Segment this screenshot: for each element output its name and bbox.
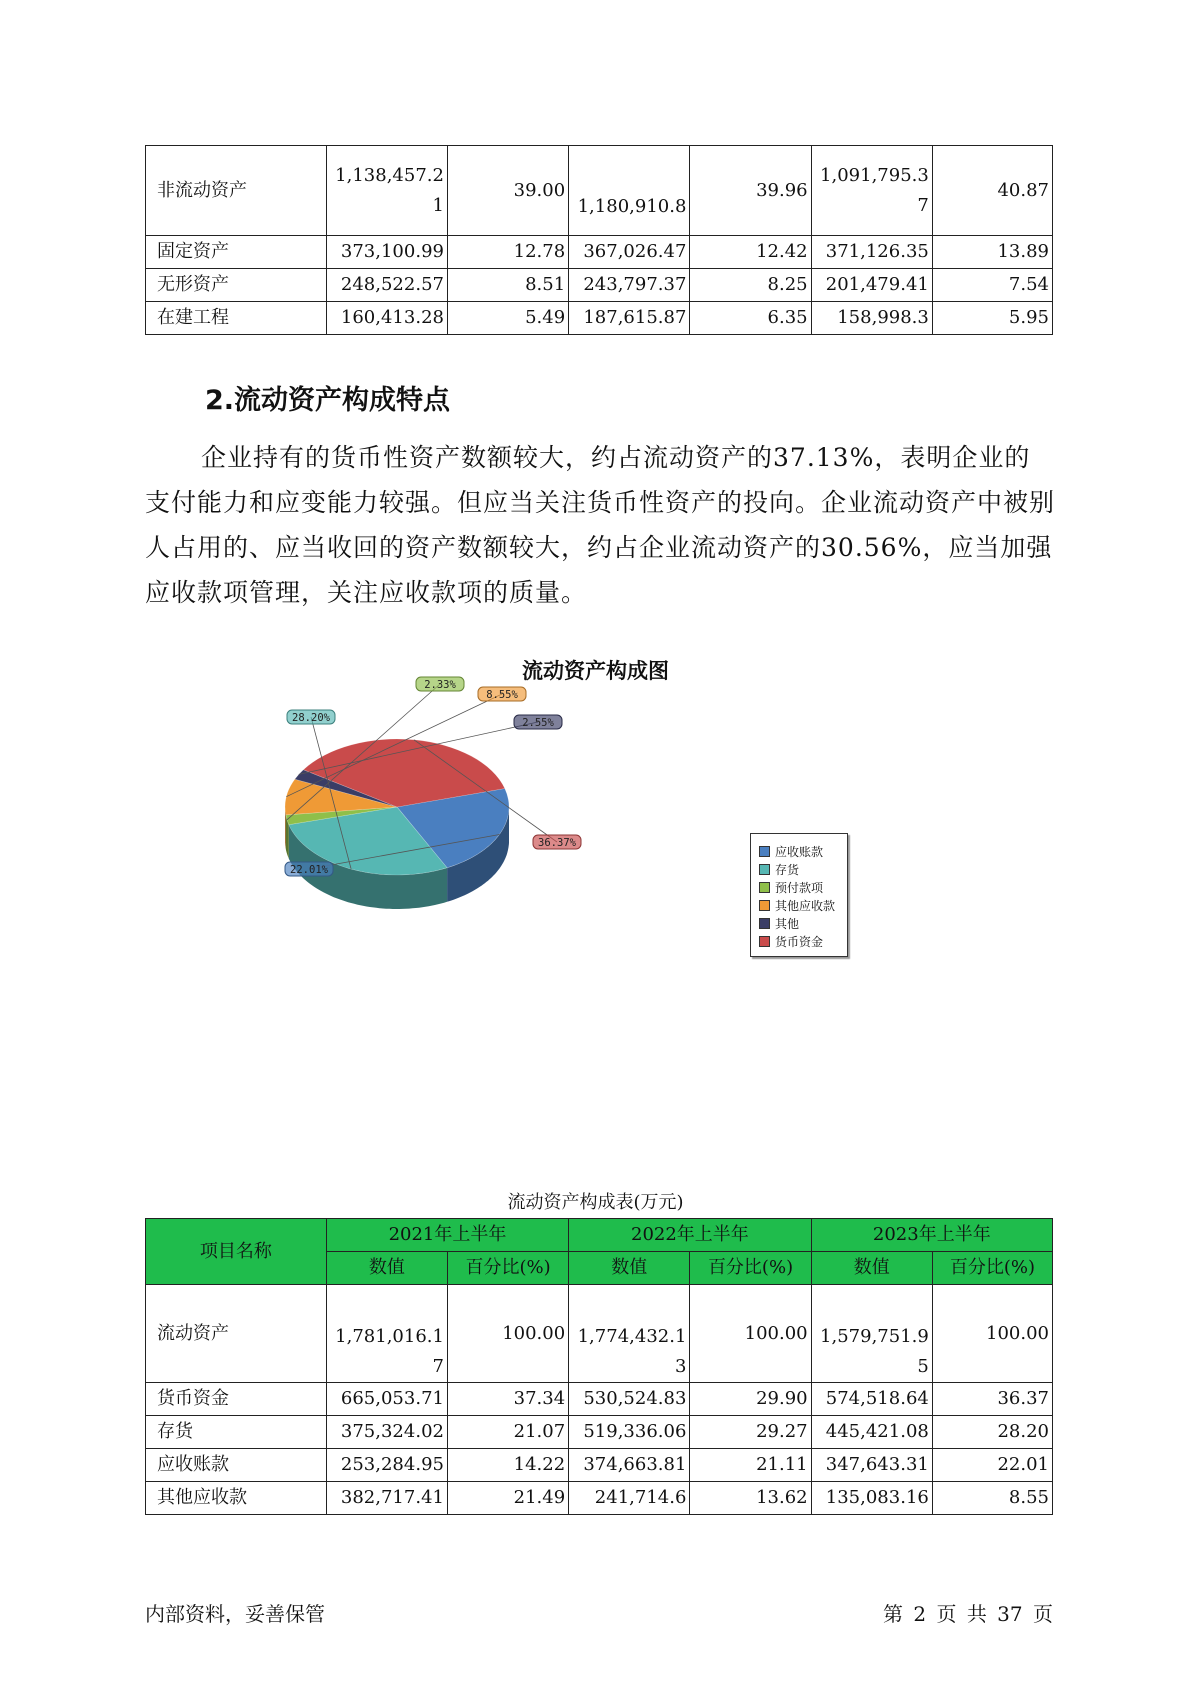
cell-value: 135,083.16 bbox=[811, 1482, 932, 1515]
header-percent: 百分比(%) bbox=[932, 1252, 1052, 1285]
cell-value: 574,518.64 bbox=[811, 1383, 932, 1416]
row-name: 应收账款 bbox=[146, 1449, 327, 1482]
cell-percent: 29.27 bbox=[690, 1416, 811, 1449]
cell-value: 530,524.83 bbox=[569, 1383, 690, 1416]
table-row bbox=[146, 269, 1053, 302]
cell-percent: 100.00 bbox=[690, 1285, 811, 1383]
cell-percent: 13.89 bbox=[932, 236, 1052, 269]
label-text: 36.37% bbox=[538, 837, 576, 849]
cell-value: 347,643.31 bbox=[811, 1449, 932, 1482]
cell-percent: 6.35 bbox=[690, 302, 811, 335]
body-paragraph: 企业持有的货币性资产数额较大，约占流动资产的37.13%，表明企业的支付能力和应变能力较强。但应当关注货币性资产的投向。企业流动资产中被别人占用的、应当收回的资产数额较大，约占企业流动资产的30.56%，应当加强应收款项管理，关注应收款项的质量。 bbox=[145, 443, 1056, 607]
label-text: 2.33% bbox=[424, 679, 456, 691]
legend-swatch bbox=[759, 900, 770, 911]
cell-percent: 5.49 bbox=[447, 302, 568, 335]
cell-value: 519,336.06 bbox=[569, 1416, 690, 1449]
cell-percent: 14.22 bbox=[447, 1449, 568, 1482]
cell-value: 373,100.99 bbox=[326, 236, 447, 269]
legend-item bbox=[759, 914, 847, 932]
cell-percent: 39.96 bbox=[690, 146, 811, 236]
legend-label: 预付款项 bbox=[775, 880, 824, 895]
pie-chart bbox=[260, 679, 620, 945]
legend-swatch bbox=[759, 918, 770, 929]
footer-note: 内部资料，妥善保管 bbox=[145, 1602, 325, 1626]
cell-value: 243,797.37 bbox=[569, 269, 690, 302]
legend-item bbox=[759, 932, 847, 950]
header-percent: 百分比(%) bbox=[690, 1252, 811, 1285]
legend-item bbox=[759, 878, 847, 896]
cell-value: 201,479.41 bbox=[811, 269, 932, 302]
legend-label: 其他应收款 bbox=[775, 898, 836, 913]
header-year: 2021年上半年 bbox=[326, 1219, 568, 1252]
row-name: 货币资金 bbox=[146, 1383, 327, 1416]
non-current-assets-table bbox=[145, 145, 1053, 335]
table-row bbox=[146, 302, 1053, 335]
cell-value: 158,998.3 bbox=[811, 302, 932, 335]
cell-value: 248,522.57 bbox=[326, 269, 447, 302]
table-caption: 流动资产构成表(万元) bbox=[507, 1192, 684, 1213]
table-row bbox=[146, 236, 1053, 269]
row-name: 无形资产 bbox=[146, 269, 327, 302]
cell-value: 1,180,910.8 bbox=[569, 146, 690, 236]
label-text: 2.55% bbox=[522, 717, 554, 729]
cell-percent: 12.78 bbox=[447, 236, 568, 269]
cell-value: 371,126.35 bbox=[811, 236, 932, 269]
legend-swatch bbox=[759, 882, 770, 893]
legend-label: 应收账款 bbox=[775, 844, 824, 859]
row-name: 存货 bbox=[146, 1416, 327, 1449]
cell-value: 187,615.87 bbox=[569, 302, 690, 335]
label-text: 8.55% bbox=[486, 689, 518, 701]
cell-percent: 8.25 bbox=[690, 269, 811, 302]
cell-value: 1,579,751.95 bbox=[811, 1285, 932, 1383]
header-value: 数值 bbox=[569, 1252, 690, 1285]
cell-value: 241,714.6 bbox=[569, 1482, 690, 1515]
cell-percent: 8.51 bbox=[447, 269, 568, 302]
header-value: 数值 bbox=[811, 1252, 932, 1285]
row-name: 非流动资产 bbox=[146, 146, 327, 236]
header-value: 数值 bbox=[326, 1252, 447, 1285]
legend-label: 存货 bbox=[775, 862, 800, 877]
cell-value: 374,663.81 bbox=[569, 1449, 690, 1482]
row-name: 在建工程 bbox=[146, 302, 327, 335]
cell-percent: 21.07 bbox=[447, 1416, 568, 1449]
legend-swatch bbox=[759, 864, 770, 875]
legend-label: 货币资金 bbox=[775, 934, 824, 949]
cell-value: 1,138,457.21 bbox=[326, 146, 447, 236]
table-row bbox=[146, 1416, 1053, 1449]
chart-legend bbox=[750, 833, 848, 957]
cell-percent: 5.95 bbox=[932, 302, 1052, 335]
current-assets-table bbox=[145, 1218, 1053, 1515]
cell-value: 382,717.41 bbox=[326, 1482, 447, 1515]
header-year: 2022年上半年 bbox=[569, 1219, 811, 1252]
row-name: 流动资产 bbox=[146, 1285, 327, 1383]
cell-percent: 22.01 bbox=[932, 1449, 1052, 1482]
header-row bbox=[146, 1219, 1053, 1252]
legend-item bbox=[759, 860, 847, 878]
cell-percent: 21.49 bbox=[447, 1482, 568, 1515]
table-row bbox=[146, 1449, 1053, 1482]
cell-value: 375,324.02 bbox=[326, 1416, 447, 1449]
table-row bbox=[146, 1383, 1053, 1416]
cell-percent: 37.34 bbox=[447, 1383, 568, 1416]
cell-percent: 8.55 bbox=[932, 1482, 1052, 1515]
section-heading: 2.流动资产构成特点 bbox=[205, 385, 451, 416]
header-percent: 百分比(%) bbox=[447, 1252, 568, 1285]
cell-value: 445,421.08 bbox=[811, 1416, 932, 1449]
cell-value: 665,053.71 bbox=[326, 1383, 447, 1416]
row-name: 其他应收款 bbox=[146, 1482, 327, 1515]
cell-percent: 21.11 bbox=[690, 1449, 811, 1482]
table-row bbox=[146, 1285, 1053, 1383]
cell-percent: 40.87 bbox=[932, 146, 1052, 236]
header-year: 2023年上半年 bbox=[811, 1219, 1052, 1252]
cell-value: 1,774,432.13 bbox=[569, 1285, 690, 1383]
legend-swatch bbox=[759, 846, 770, 857]
cell-percent: 7.54 bbox=[932, 269, 1052, 302]
cell-percent: 100.00 bbox=[932, 1285, 1052, 1383]
cell-value: 253,284.95 bbox=[326, 1449, 447, 1482]
label-text: 22.01% bbox=[290, 864, 328, 876]
page-number: 第 2 页 共 37 页 bbox=[883, 1602, 1053, 1626]
cell-percent: 13.62 bbox=[690, 1482, 811, 1515]
table-row bbox=[146, 1482, 1053, 1515]
label-text: 28.20% bbox=[292, 712, 330, 724]
legend-label: 其他 bbox=[775, 916, 800, 931]
cell-percent: 39.00 bbox=[447, 146, 568, 236]
row-name: 固定资产 bbox=[146, 236, 327, 269]
cell-percent: 29.90 bbox=[690, 1383, 811, 1416]
cell-percent: 100.00 bbox=[447, 1285, 568, 1383]
chart-title: 流动资产构成图 bbox=[522, 659, 669, 683]
cell-value: 1,091,795.37 bbox=[811, 146, 932, 236]
legend-swatch bbox=[759, 936, 770, 947]
cell-percent: 12.42 bbox=[690, 236, 811, 269]
cell-percent: 28.20 bbox=[932, 1416, 1052, 1449]
header-item-name: 项目名称 bbox=[146, 1219, 327, 1285]
table-row bbox=[146, 146, 1053, 236]
cell-value: 160,413.28 bbox=[326, 302, 447, 335]
legend-item bbox=[759, 842, 847, 860]
legend-item bbox=[759, 896, 847, 914]
cell-value: 367,026.47 bbox=[569, 236, 690, 269]
cell-percent: 36.37 bbox=[932, 1383, 1052, 1416]
cell-value: 1,781,016.17 bbox=[326, 1285, 447, 1383]
